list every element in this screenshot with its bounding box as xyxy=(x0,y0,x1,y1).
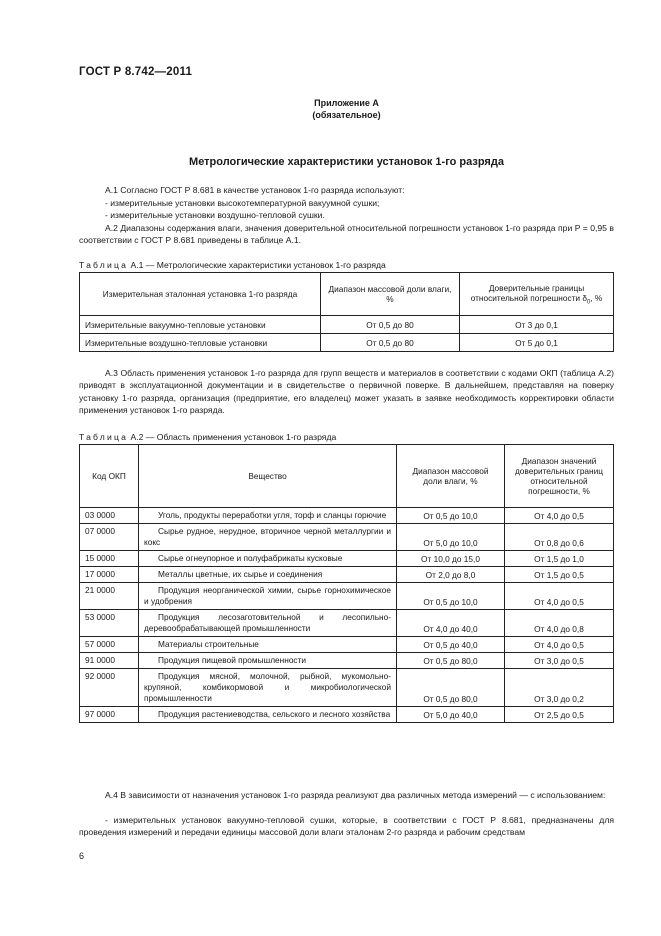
table-cell: 57 0000 xyxy=(80,637,139,653)
table-row xyxy=(80,551,614,567)
table-cell: От 5 до 0,1 xyxy=(460,334,614,352)
table-cell: От 4,0 до 0,5 xyxy=(505,583,614,610)
table-cell: 15 0000 xyxy=(80,551,139,567)
table-cell: От 10,0 до 15,0 xyxy=(397,551,505,567)
table-cell: Материалы строительные xyxy=(139,637,397,653)
caption-word: Таблица xyxy=(79,260,129,270)
table-cell: Продукция пищевой промышленности xyxy=(139,653,397,669)
table-cell: Металлы цветные, их сырье и соединения xyxy=(139,567,397,583)
table-cell: 21 0000 xyxy=(80,583,139,610)
paragraph-a1: А.1 Согласно ГОСТ Р 8.681 в качестве установок 1-го разряда используют: xyxy=(105,185,405,195)
table-cell: От 0,5 до 10,0 xyxy=(397,508,505,524)
table2 xyxy=(79,444,614,723)
table1-caption xyxy=(79,260,386,270)
table-header-cell: Вещество xyxy=(139,445,397,508)
table2-caption xyxy=(79,432,336,442)
table-cell: От 0,5 до 10,0 xyxy=(397,583,505,610)
paragraph-a3: А.3 Область применения установок 1-го разряда для групп веществ и материалов в соответствии с кодами ОКП (таблица А.2) приводят в эксплуатационной документации и в свидетельстве о первичной поверке. В дальнейшем, представляя на поверку установку 1-го разряда, организация (предприятие, его владелец) может указать в заявке необходимость корректировки области применения установок 1-го разряда. xyxy=(79,368,614,416)
table-cell: От 5,0 до 10,0 xyxy=(397,524,505,551)
table-cell: Сырье рудное, нерудное, вторичное черной металлургии и кокс xyxy=(139,524,397,551)
table-cell: От 2,5 до 0,5 xyxy=(505,707,614,723)
table-row xyxy=(80,669,614,707)
table-cell: Сырье огнеупорное и полуфабрикаты кусковые xyxy=(139,551,397,567)
table-cell: От 0,5 до 80 xyxy=(321,316,460,334)
document-id: ГОСТ Р 8.742—2011 xyxy=(79,66,193,78)
caption-word: Таблица xyxy=(79,432,129,442)
table-cell: 17 0000 xyxy=(80,567,139,583)
table-cell: Измерительные воздушно-тепловые установки xyxy=(80,334,321,352)
table-header-row xyxy=(80,445,614,508)
table-row xyxy=(80,653,614,669)
table-cell: 07 0000 xyxy=(80,524,139,551)
paragraph-a2: А.2 Диапазоны содержания влаги, значения доверительной относительной погрешности установок 1-го разряда при P = 0,95 в соответствии с ГОСТ Р 8.681 приведены в таблице А.1. xyxy=(79,222,614,245)
section-title: Метрологические характеристики установок 1-го разряда xyxy=(189,156,504,168)
table-cell: 53 0000 xyxy=(80,610,139,637)
table-cell: От 0,5 до 80,0 xyxy=(397,653,505,669)
table-cell: От 0,5 до 80,0 xyxy=(397,669,505,707)
table-row xyxy=(80,610,614,637)
header-text: Доверительные границы относительной погрешности δ xyxy=(470,282,587,303)
table-cell: От 4,0 до 0,5 xyxy=(505,508,614,524)
table-header-row xyxy=(80,273,614,316)
list-item: - измерительные установки высокотемпературной вакуумной сушки; xyxy=(105,197,380,208)
header-text: , % xyxy=(590,292,603,303)
appendix-title: Приложение А xyxy=(314,98,379,108)
table-header-cell: Диапазон значений доверительных границ относительной погрешности, % xyxy=(505,445,614,508)
table-header-cell xyxy=(460,273,614,316)
table-row xyxy=(80,583,614,610)
table-cell: От 0,8 до 0,6 xyxy=(505,524,614,551)
table-cell: От 1,5 до 0,5 xyxy=(505,567,614,583)
list-item: - измерительных установок вакуумно-тепловой сушки, которые, в соответствии с ГОСТ Р 8.681, предназначены для проведения измерений и передачи единицы массовой доли влаги эталонам 2-го разряда и рабочим средствам xyxy=(79,815,614,838)
table-cell: От 4,0 до 40,0 xyxy=(397,610,505,637)
table-cell: От 3 до 0,1 xyxy=(460,316,614,334)
table-cell: От 3,0 до 0,5 xyxy=(505,653,614,669)
table-cell: Продукция мясной, молочной, рыбной, мукомольно-крупяной, комбикормовой и микробиологической промышленности xyxy=(139,669,397,707)
table-row xyxy=(80,637,614,653)
caption-text: А.1 — Метрологические характеристики установок 1-го разряда xyxy=(130,260,386,270)
table-cell: 03 0000 xyxy=(80,508,139,524)
table-cell: Уголь, продукты переработки угля, торф и сланцы горючие xyxy=(139,508,397,524)
table-cell: 97 0000 xyxy=(80,707,139,723)
table-cell: Продукция неорганической химии, сырье горнохимическое и удобрения xyxy=(139,583,397,610)
table-row xyxy=(80,316,614,334)
appendix-status: (обязательное) xyxy=(312,110,381,120)
table-cell: От 1,5 до 1,0 xyxy=(505,551,614,567)
table-cell: От 4,0 до 0,8 xyxy=(505,610,614,637)
table-row xyxy=(80,707,614,723)
table-cell: От 3,0 до 0,2 xyxy=(505,669,614,707)
caption-text: А.2 — Область применения установок 1-го разряда xyxy=(130,432,337,442)
page-number: 6 xyxy=(79,851,85,861)
table-header-cell: Диапазон массовой доли влаги, % xyxy=(321,273,460,316)
paragraph-a4: А.4 В зависимости от назначения установок 1-го разряда реализуют два различных метода измерений — с использованием: xyxy=(105,790,606,800)
table-row xyxy=(80,508,614,524)
table-cell: 92 0000 xyxy=(80,669,139,707)
table-header-cell: Измерительная эталонная установка 1-го разряда xyxy=(80,273,321,316)
table-row xyxy=(80,334,614,352)
table-header-cell: Код ОКП xyxy=(80,445,139,508)
table-cell: Продукция лесозаготовительной и лесопильно-деревообрабатывающей промышленности xyxy=(139,610,397,637)
table-cell: От 5,0 до 40,0 xyxy=(397,707,505,723)
table-cell: От 0,5 до 80 xyxy=(321,334,460,352)
table-cell: От 4,0 до 0,5 xyxy=(505,637,614,653)
table-cell: 91 0000 xyxy=(80,653,139,669)
list-item: - измерительные установки воздушно-тепловой сушки. xyxy=(105,210,325,220)
table-cell: Измерительные вакуумно-тепловые установки xyxy=(80,316,321,334)
table-cell: От 0,5 до 40,0 xyxy=(397,637,505,653)
table-row xyxy=(80,524,614,551)
subscript: 0 xyxy=(586,299,591,306)
table1 xyxy=(79,272,614,352)
table-cell: Продукция растениеводства, сельского и лесного хозяйства xyxy=(139,707,397,723)
table-row xyxy=(80,567,614,583)
table-header-cell: Диапазон массовой доли влаги, % xyxy=(397,445,505,508)
table-cell: От 2,0 до 8,0 xyxy=(397,567,505,583)
